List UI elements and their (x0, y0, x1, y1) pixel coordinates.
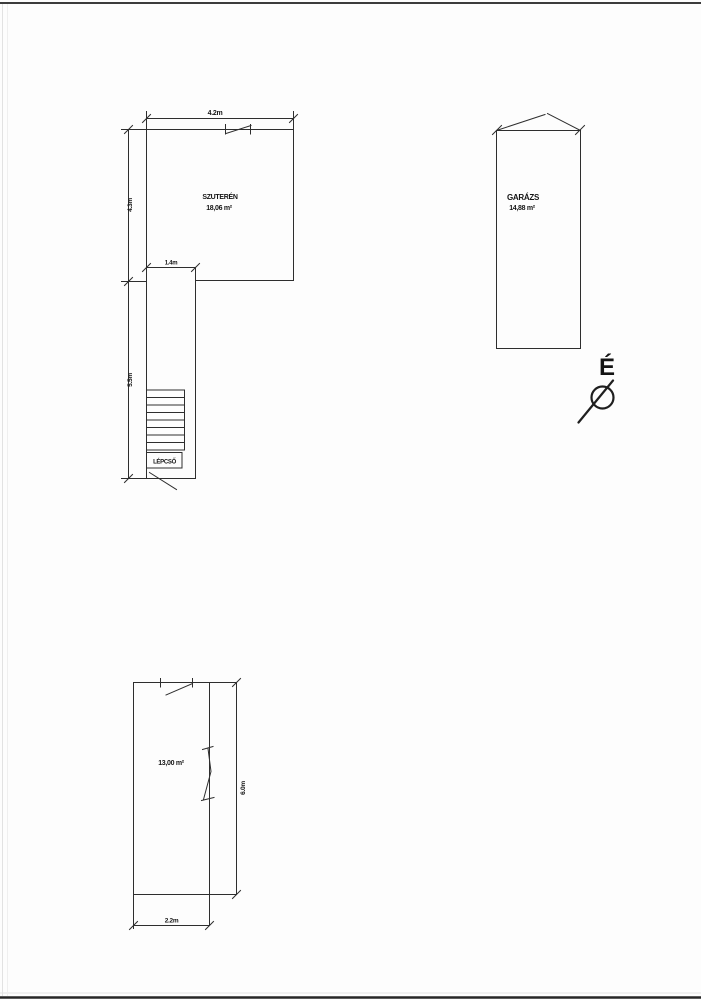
lower-room-walls (134, 683, 237, 929)
dim-label-lower-height: 6.0m (240, 781, 247, 795)
lower-room-break-mark (202, 747, 215, 801)
page-frame (0, 3, 701, 998)
dim-line-left-upper (122, 130, 147, 282)
lower-room-area-label: 13,00 m² (158, 760, 184, 767)
garage-walls (497, 131, 581, 349)
dim-line-left-lower (122, 282, 147, 479)
garage-door-leaves (497, 114, 581, 131)
north-label: É (598, 354, 616, 381)
upper-dimensions (122, 110, 298, 483)
staircase (147, 390, 185, 490)
dim-label-corridor-width: 1.4m (164, 260, 178, 267)
dim-label-corridor-height: 5.5m (127, 373, 134, 387)
garage-label: GARÁZS (507, 193, 539, 202)
garage-room (493, 114, 585, 349)
compass-needle-icon (579, 381, 614, 423)
szuteren-area-label: 18,06 m² (206, 205, 232, 212)
szuteren-walls (147, 130, 294, 479)
szuteren-label: SZUTERÉN (202, 194, 238, 201)
szuteren-room (147, 125, 294, 479)
compass-circle-icon (592, 387, 614, 409)
dim-label-szuteren-height: 4.3m (127, 198, 134, 212)
lepcso-label: LÉPCSŐ (153, 459, 176, 466)
garage-area-label: 14,88 m² (509, 205, 535, 212)
dim-label-lower-width: 2.2m (164, 917, 179, 925)
dim-label-szuteren-width: 4.2m (207, 110, 223, 117)
stairs-direction-leader (150, 473, 177, 490)
north-compass (579, 353, 616, 423)
lower-room (130, 679, 248, 930)
stairs-treads (147, 390, 185, 450)
lower-room-door-leaf (166, 684, 193, 696)
